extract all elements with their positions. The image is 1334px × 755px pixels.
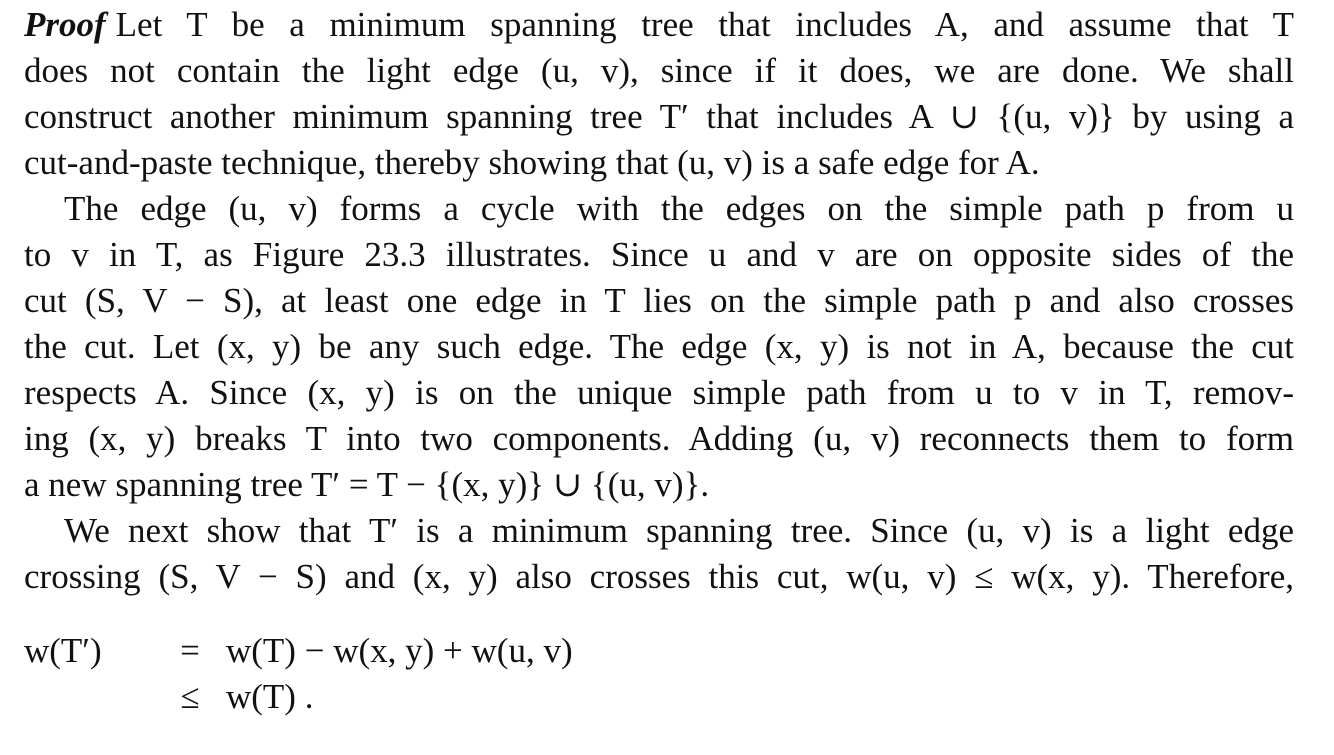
equation-relation: =: [180, 631, 200, 670]
equation-row: [24, 628, 573, 674]
equation-row: [24, 674, 573, 720]
paragraph-1-line-2: does not contain the light edge (u, v), since if it does, we are done. We shall: [24, 51, 1294, 90]
paragraph-2-line-4: the cut. Let (x, y) be any such edge. The edge (x, y) is not in A, because the cut: [24, 327, 1294, 366]
paragraph-1-line-4: cut-and-paste technique, thereby showing that (u, v) is a safe edge for A.: [24, 143, 1040, 182]
paragraph-2-line-2: to v in T, as Figure 23.3 illustrates. Since u and v are on opposite sides of the: [24, 235, 1294, 274]
paragraph-2-line-6: ing (x, y) breaks T into two components. Adding (u, v) reconnects them to form: [24, 419, 1294, 458]
proof-label: Proof: [24, 5, 106, 44]
paragraph-1-line-1: [24, 2, 1294, 48]
equation-block: [24, 628, 573, 720]
proof-text: [24, 2, 1294, 600]
paragraph-3-line-2: crossing (S, V − S) and (x, y) also crosses this cut, w(u, v) ≤ w(x, y). Therefore,: [24, 557, 1294, 596]
text-line: Let T be a minimum spanning tree that includes A, and assume that T: [115, 5, 1294, 44]
equation-rhs: w(T) .: [226, 677, 314, 716]
paragraph-2-line-5: respects A. Since (x, y) is on the unique simple path from u to v in T, remov-: [24, 373, 1294, 412]
equation-lhs: [24, 674, 154, 720]
equation-rhs: w(T) − w(x, y) + w(u, v): [226, 631, 573, 670]
equation-lhs: w(T′): [24, 631, 102, 670]
equation-relation: ≤: [180, 677, 200, 716]
paragraph-1-line-3: construct another minimum spanning tree T′ that includes A ∪ {(u, v)} by using a: [24, 97, 1294, 136]
paragraph-2-line-1: The edge (u, v) forms a cycle with the edges on the simple path p from u: [64, 189, 1294, 228]
paragraph-2-line-7: a new spanning tree T′ = T − {(x, y)} ∪ {(u, v)}.: [24, 465, 710, 504]
paragraph-3-line-1: We next show that T′ is a minimum spanning tree. Since (u, v) is a light edge: [64, 511, 1294, 550]
paragraph-2-line-3: cut (S, V − S), at least one edge in T lies on the simple path p and also crosses: [24, 281, 1294, 320]
